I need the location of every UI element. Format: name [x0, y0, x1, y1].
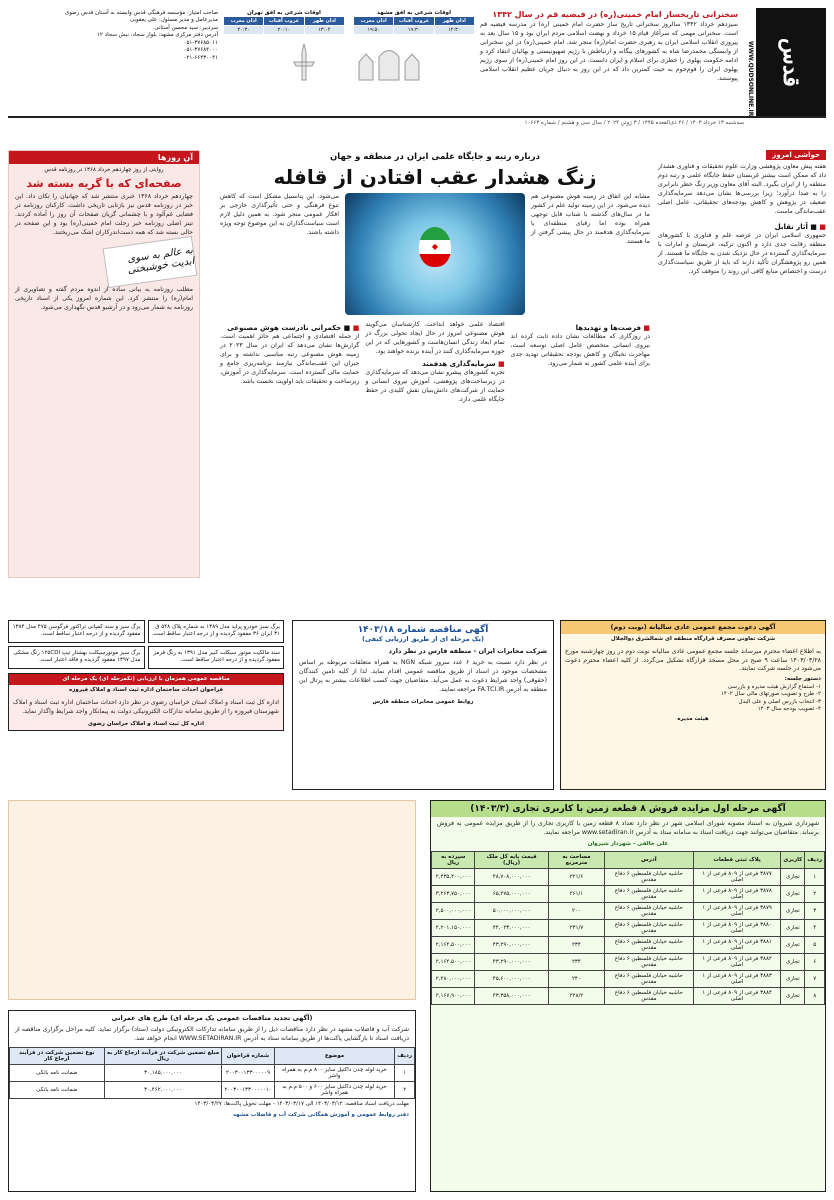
table-cell: ۳۸۷۸ فرعی از ۸۰۹ فرعی از ۱ اصلی	[693, 886, 781, 903]
column-header: نوع تضمین شرکت در فرآیند ارجاع کار	[10, 1048, 105, 1065]
table-cell: ۳۸۷۷ فرعی از ۸۰۹ فرعی از ۱ اصلی	[693, 869, 781, 886]
table-cell: ۷	[805, 971, 825, 988]
right-column	[658, 150, 826, 578]
column-header: مبلغ تضمین شرکت در فرآیند ارجاع کار به ریال	[104, 1048, 222, 1065]
table-header-row	[10, 1048, 415, 1065]
prayer-title-tehran: اوقات شرعی به افق تهران	[247, 10, 321, 16]
ad-org: شرکت مخابرات ایران - منطقه فارس در نظر دارد	[388, 647, 547, 656]
prayer-header: اذان مغرب	[224, 17, 263, 25]
table-cell: ۳۰,۴۶۲,۰۰۰,۰۰۰	[104, 1082, 222, 1099]
table-cell: ۲	[805, 886, 825, 903]
notice-item: برگ سبز و سند کمپانی تراکتور فرگوسن ۴۷۵ مدل ۱۳۸۴ مفقود گردیده و از درجه اعتبار ساقط است.	[8, 620, 145, 643]
table-cell: حاشیه خیابان فلسطین ۶ دفاع مقدس	[605, 869, 694, 886]
editorial-box	[480, 10, 738, 84]
ad-title: آگهی مناقصه شماره ۱۴۰۳/۱۸	[357, 625, 489, 635]
agenda-item: ۲- طرح و تصویب صورتهای مالی سال ۱۴۰۲	[720, 691, 821, 698]
table-cell: ۲	[395, 1082, 415, 1099]
table-cell: حاشیه خیابان فلسطین ۶ دفاع مقدس	[605, 937, 694, 954]
handwritten-signature: به عالم به سوی ابدیت خوشبختی	[103, 236, 198, 288]
masthead	[8, 8, 826, 118]
table-cell: ۱	[805, 869, 825, 886]
address: آدرس دفتر مرکزی مشهد: بلوار سجاد، نبش سجاد ۱۲	[96, 32, 218, 39]
ad-cooperative	[560, 620, 826, 790]
table-cell: ۳۸۸۴ فرعی از ۸۰۹ فرعی از ۱ اصلی	[693, 988, 781, 1005]
table-cell: حاشیه خیابان فلسطین ۶ دفاع مقدس	[605, 988, 694, 1005]
table-cell: خرید لوله چدن داکتیل سایز ۶۰۰ و ۵۰۰ م.م به همراه واشر	[274, 1082, 395, 1099]
prayer-table-tehran	[224, 17, 344, 34]
tower-icon	[274, 42, 334, 82]
ad-text: به اطلاع اعضاء محترم میرساند جلسه مجمع عمومی عادی سالیانه نوبت دوم در روز چهارشنبه مورخ ۱۴۰۳/۰۳/۲۸ ساعت ۹ صبح در محل مسجد قرارگاه تشکیل می‌گردد. از کلیه اعضاء محترم دعوت می‌شود در جلسه شرکت نمایند.	[565, 647, 821, 673]
table-cell: تجاری	[781, 886, 805, 903]
table-cell: ۶۵,۲۷۵,۰۰۰,۰۰۰	[475, 886, 548, 903]
ad-khorasan	[8, 673, 284, 731]
table-row	[432, 869, 825, 886]
column-header: قیمت پایه کل ملک (ریال)	[475, 852, 548, 869]
table-cell: ۱	[395, 1065, 415, 1082]
auction-table	[431, 851, 825, 1005]
table-row	[432, 886, 825, 903]
table-cell: ۲۰۰۳۰۰۱۳۳۰۰۰۰۰۹	[222, 1065, 274, 1082]
table-cell: تجاری	[781, 937, 805, 954]
table-cell: ۲۳۴	[548, 954, 604, 971]
table-cell: ۳	[805, 903, 825, 920]
right-subhead: ■ ■ آثار تقابل	[658, 223, 826, 231]
article-body: اقتصاد علمی خواهد انداخت. کارشناسان می‌گویند هوش مصنوعی امروز در حال ایجاد تحولی بزرگ در تمام ابعاد زندگی انسان‌هاست و کشورهایی که در این حوزه سرمایه‌گذاری کنند در آینده برنده خواهند بود.	[365, 321, 505, 355]
table-cell: حاشیه خیابان فلسطین ۶ دفاع مقدس	[605, 971, 694, 988]
table-cell: تجاری	[781, 920, 805, 937]
ad-sign: روابط عمومی مخابرات منطقه فارس	[372, 699, 474, 706]
table-cell: ۴۴,۰۲۳,۰۰۰,۰۰۰	[475, 920, 548, 937]
table-cell: ۵۰,۰۰۰,۰۰۰,۰۰۰	[475, 903, 548, 920]
article-body: تجربه کشورهای پیشرو نشان می‌دهد که سرمایه‌گذاری در زیرساخت‌های پژوهشی، آموزش نیروی انسانی و حمایت از شرکت‌های دانش‌بنیان نقش کلیدی در حفظ جایگاه علمی دارد.	[365, 368, 505, 403]
ad-title: مناقصه عمومی همزمان با ارزیابی (تکمرحله ای) یک مرحله ای	[9, 674, 283, 685]
table-cell: ۲,۱۶۴,۵۰۰,۰۰۰	[432, 937, 475, 954]
notice-item: سند مالکیت موتور سیکلت کبیر مدل ۱۳۹۱ به رنگ قرمز مفقود گردیده و از درجه اعتبار ساقط است.	[148, 646, 285, 669]
table-row	[432, 920, 825, 937]
column-header: شماره فراخوان	[222, 1048, 274, 1065]
table-cell: حاشیه خیابان فلسطین ۶ دفاع مقدس	[605, 886, 694, 903]
table-cell: تجاری	[781, 971, 805, 988]
table-cell: ۶	[805, 954, 825, 971]
ad-small-notices	[8, 620, 284, 790]
agenda-item: ۴- تصویب بودجه سال ۱۴۰۳	[757, 706, 821, 713]
ai-head-image	[345, 193, 525, 315]
article-intro-right: مشابه این اتفاق در زمینه هوش مصنوعی هم دیده می‌شود. در این زمینه تولید علم در کشور ما در سال‌های گذشته با شتاب قابل توجهی همراه بوده اما رقبای منطقه‌ای با سرمایه‌گذاری هدفمند در حال پیشی گرفتن از ما هستند.	[531, 193, 650, 245]
prayer-title-mashhad: اوقات شرعی به افق مشهد	[377, 10, 451, 16]
agenda-title: دستور جلسه:	[784, 676, 821, 683]
column-header: مساحت به مترمربع	[548, 852, 604, 869]
shrine-icon	[354, 42, 424, 82]
table-row	[432, 903, 825, 920]
table-cell: ۴۸,۷۰۸,۰۰۰,۰۰۰	[475, 869, 548, 886]
section-banner: آن روزها	[9, 151, 199, 164]
notice-item: برگ سبز موتورسیکلت بهشتاز تیپ ۱۲۵CDI رنگ مشکی مدل ۱۳۹۷ مفقود گردیده و فاقد اعتبار است.	[8, 646, 145, 669]
table-cell: ضمانت نامه بانکی	[10, 1065, 105, 1082]
prayer-time: ۲۰:۳۰	[224, 26, 263, 34]
editorial-title: سخنرانی تاریخساز امام خمینی(ره) در فیضیه قم در سال ۱۳۴۲	[492, 10, 738, 19]
left-text-2: مطلب روزنامه به بیانی ساده از اندوه مردم گفته و تصاویری از امام(ره) را منتشر کرد. این شماره امروز یکی از اسناد تاریخی روزنامه به شمار می‌رود و در آرشیو قدس نگهداری می‌شود.	[15, 286, 193, 312]
phone: ۰۲۱-۶۶۴۳۰۰۴۱	[183, 54, 218, 61]
ad-auction	[430, 800, 826, 1192]
left-text: چهاردهم خرداد ۱۳۶۸ خبری منتشر شد که جهانیان را تکان داد. این خبر در روزنامه قدس نیز بازتابی تاریخی داشت. کارکنان روزنامه در فضایی غم‌آلود و با چشمانی گریان صفحات آن روز را آماده کردند. تیتر اصلی روزنامه خبر رحلت امام خمینی(ره) بود و این صفحه در حالی بسته شد که همه دست‌اندرکاران اشک می‌ریختند.	[15, 193, 193, 237]
column-header: ردیف	[395, 1048, 415, 1065]
table-cell: ۲,۲۸۰,۰۰۰,۰۰۰	[432, 971, 475, 988]
phone: ۰۵۱-۳۷۶۸۵۰۱۱	[183, 39, 218, 46]
column-header: پلاک ثبتی قطعات	[693, 852, 781, 869]
table-cell: حاشیه خیابان فلسطین ۶ دفاع مقدس	[605, 903, 694, 920]
table-cell: ۳۸۸۳ فرعی از ۸۰۹ فرعی از ۱ اصلی	[693, 971, 781, 988]
table-cell: ۲,۱۶۷,۹۰۰,۰۰۰	[432, 988, 475, 1005]
water-table	[9, 1047, 415, 1099]
ad-subtitle: (یک مرحله ای از طریق ارزیابی کیفی)	[362, 635, 484, 643]
table-row	[432, 988, 825, 1005]
table-cell: ۳۸۷۹ فرعی از ۸۰۹ فرعی از ۱ اصلی	[693, 903, 781, 920]
table-cell: ۲۰۰۳۰۰۱۳۳۰۰۰۰۰۱۰	[222, 1082, 274, 1099]
prayer-times	[224, 10, 474, 114]
table-cell: تجاری	[781, 869, 805, 886]
table-cell: ۲۰۰	[548, 903, 604, 920]
article-intro-left: می‌شود. این پتانسیل مشکل است که کاهش تنوع فرهنگی و حتی تأثیرگذاری خارجی بر افکار عمومی منجر شود. به همین دلیل لازم است سیاست‌گذاران به این موضوع توجه ویژه داشته باشند.	[220, 193, 339, 236]
table-row	[432, 954, 825, 971]
editor: سردبیر: سید محسن آستانی	[154, 24, 218, 31]
table-row	[10, 1065, 415, 1082]
right-column-text: هفته پیش معاون پژوهشی وزارت علوم تحقیقات و فناوری هشدار داد که ممکن است بیشتر غربستان حفظ جایگاه علمی و رتبه دوم منطقه را از ایران بگیرد. البته آقای معاون وزیر زنگ خطر نابرابری را به صدا درآورد؛ زیرا بررسی‌ها نشان می‌دهد سرمایه‌گذاری ضعیف در پژوهش و کاهش بودجه‌های تحقیقاتی، عامل اصلی عقب‌ماندگی ماست.	[658, 163, 826, 215]
table-cell: ۸	[805, 988, 825, 1005]
table-cell: تجاری	[781, 903, 805, 920]
column-header: ردیف	[805, 852, 825, 869]
article-kicker: درباره رتبه و جایگاه علمی ایران در منطقه و جهان	[330, 152, 540, 162]
ad-title: آگهی دعوت مجمع عمومی عادی سالیانه (نوبت دوم)	[561, 621, 825, 634]
prayer-header: غروب آفتاب	[394, 17, 433, 25]
main-article	[220, 150, 650, 578]
ad-sign: هیئت مدیره	[677, 715, 709, 722]
notice-item: برگ سبز خودرو پراید مدل ۱۳۸۹ به شماره پلاک ۵۴۸ ق ۳۱ ایران ۳۶ مفقود گردیده و از درجه اعتبار ساقط است.	[148, 620, 285, 643]
prayer-time: ۱۳:۰۴	[305, 26, 344, 34]
table-cell: خرید لوله چدن داکتیل سایز ۸۰۰ م.م به همراه واشر	[274, 1065, 395, 1082]
table-cell: تجاری	[781, 988, 805, 1005]
ad-title: (آگهی تجدید مناقصات عمومی یک مرحله ای) طرح های عمرانی	[111, 1014, 313, 1022]
table-cell: ۲۶۱/۱	[548, 886, 604, 903]
agenda-item: ۳- انتخاب بازرس اصلی و علی البدل	[738, 698, 821, 705]
ad-text: اداره کل ثبت اسناد و املاک استان خراسان رضوی در نظر دارد احداث ساختمان اداره ثبت اسناد و املاک شهرستان فیروزه را از طریق سامانه تدارکات الکترونیکی دولت به پیمانکار واجد شرایط واگذار نماید.	[13, 698, 279, 715]
table-cell: ۲,۴۳۵,۴۰۰,۰۰۰	[432, 869, 475, 886]
table-row	[432, 971, 825, 988]
section-heading: ■ فرصت‌ها و تهدیدها	[511, 324, 650, 332]
section-label: حواشی امروز	[766, 150, 826, 160]
manager: مدیرعامل و مدیر مسئول: علی یعقوبی	[129, 17, 218, 24]
ad-sign: دفتر روابط عمومی و آموزش همگانی شرکت آب و فاضلاب مشهد	[232, 1112, 409, 1119]
prayer-time: ۲۰:۱۰	[264, 26, 303, 34]
ad-title: آگهی مرحله اول مزایده فروش ۸ قطعه زمین با کاربری تجاری (۱۴۰۳/۳)	[431, 801, 825, 817]
agenda-item: ۱- استماع گزارش هیئت مدیره و بازرسی	[727, 683, 821, 690]
table-cell: ۲۲۱/۶	[548, 869, 604, 886]
section-heading: ■ سرمایه‌گذاری هدفمند	[365, 360, 504, 368]
ad-text: شرکت آب و فاضلاب مشهد در نظر دارد مناقصات ذیل را از طریق سامانه تدارکات الکترونیکی دولت (ستاد) برگزار نماید. کلیه مراحل برگزاری مناقصه از دریافت اسناد تا بازگشایی پاکت‌ها از طریق سامانه ستاد به آدرس WWW.SETADIRAN.IR انجام خواهد شد.	[15, 1026, 409, 1043]
left-headline[interactable]: صفحه‌ای که با گریه بسته شد	[26, 177, 182, 191]
table-row	[10, 1082, 415, 1099]
table-cell: ضمانت نامه بانکی	[10, 1082, 105, 1099]
table-cell: ۲,۵۰۰,۰۰۰,۰۰۰	[432, 903, 475, 920]
publisher: صاحب امتیاز: مؤسسه فرهنگی قدس وابسته به آستان قدس رضوی	[64, 10, 218, 16]
table-cell: ۲۴۰	[548, 971, 604, 988]
prayer-table-mashhad	[354, 17, 474, 34]
table-cell: ۴۳,۳۵۸,۰۰۰,۰۰۰	[475, 988, 548, 1005]
ad-text: در نظر دارد نسبت به خرید ۶ عدد سرور شبکه NGN به همراه متعلقات مربوطه بر اساس مشخصات موجود در اسناد از طریق مناقصه عمومی اقدام نماید. لذا از کلیه تامین کنندگان (حقوقی) واجد شرایط دعوت به عمل می‌آید. متقاضیان جهت کسب اطلاعات بیشتر به پرتال این منطقه به آدرس FA.TCI.IR مراجعه نمایند.	[299, 659, 547, 694]
table-row	[432, 937, 825, 954]
table-cell: ۲,۱۶۴,۵۰۰,۰۰۰	[432, 954, 475, 971]
column-header: سپرده به ریال	[432, 852, 475, 869]
prayer-header: اذان ظهر	[305, 17, 344, 25]
prayer-time: ۱۲:۳۰	[435, 26, 474, 34]
article-headline[interactable]: زنگ هشدار عقب افتادن از قافله	[273, 165, 597, 189]
prayer-time: ۱۹:۵۰	[354, 26, 393, 34]
ad-water	[8, 1010, 416, 1192]
section-heading: ■ ■ حکمرانی نادرست هوش مصنوعی	[220, 324, 359, 332]
date-line: سه‌شنبه ۱۳ خرداد ۱۴۰۳ / ۲۶ ذی‌القعده ۱۴۴۵ / ۳ ژوئن ۲۰۲۴ / سال سی و هشتم / شماره ۱۰۶۶۳	[524, 120, 744, 126]
table-cell: ۳۸۸۰ فرعی از ۸۰۹ فرعی از ۱ اصلی	[693, 920, 781, 937]
table-cell: ۳۸۸۱ فرعی از ۸۰۹ فرعی از ۱ اصلی	[693, 937, 781, 954]
site-url[interactable]: WWW.QUDSONLINE.IR	[747, 40, 754, 116]
ad-deadlines: مهلت دریافت اسناد مناقصه: ۱۴۰۳/۰۳/۱۲ الی ۱۴۰۳/۰۳/۱۷ - مهلت تحویل پاکت‌ها: ۱۴۰۳/۰۳/۲۷	[194, 1101, 409, 1108]
prayer-header: غروب آفتاب	[264, 17, 303, 25]
logo-text: قدس	[778, 37, 804, 87]
ad-subtitle: شرکت تعاونی مصرف قرارگاه منطقه ای شمالشرق ذوالجلال	[610, 636, 776, 643]
newspaper-logo[interactable]	[756, 8, 826, 116]
iran-flag-icon: ◆	[419, 227, 451, 267]
table-cell: ۳۰,۱۸۵,۰۰۰,۰۰۰	[104, 1065, 222, 1082]
table-cell: تجاری	[781, 954, 805, 971]
table-cell: ۲۲۸/۲	[548, 988, 604, 1005]
publisher-info	[8, 10, 218, 114]
left-subtitle: روایتی از روز چهاردهم خرداد ۱۳۶۸ در روزنامه قدس	[44, 167, 164, 173]
prayer-time: ۱۹:۳۰	[394, 26, 433, 34]
table-cell: ۴۳,۲۹۰,۰۰۰,۰۰۰	[475, 937, 548, 954]
table-cell: ۲۳۴	[548, 937, 604, 954]
ad-tender-fars	[292, 620, 554, 790]
prayer-header: اذان مغرب	[354, 17, 393, 25]
column-header: آدرس	[605, 852, 694, 869]
ad-sign: اداره کل ثبت اسناد و املاک خراسان رضوی	[87, 720, 204, 727]
prayer-header: اذان ظهر	[435, 17, 474, 25]
column-header: موضوع	[274, 1048, 395, 1065]
editorial-text: سیزدهم خرداد ۱۳۴۲ سالروز سخنرانی تاریخ ساز حضرت امام خمینی (ره) در مدرسه فیضیه قم است. سخنرانی مهمی که سرآغاز قیام ۱۵ خرداد و نهضت اسلامی مردم ایران بود و ۱۵ سال بعد به پیروزی انقلاب اسلامی ایران به رهبری حضرت امام(ره) منجر شد. امام خمینی(ره) در این سخنرانی از وابستگی محمدرضا شاه به کشورهای بیگانه و ارتباطش با رژیم صهیونیستی و بهائیان انتقاد کرد و ادامه حکومت پهلوی را خطری برای اسلام و ایران دانست. در این روز امام خمینی(ره) از سوی رژیم پهلوی ایران را فوم‌جوم به حیث کمترین داد که در این روز به دنبال جریان عظیم انقلاب اسلامی پیوستند.	[480, 21, 738, 82]
ad-footer: علی خالقی - شهردار شیروان	[587, 840, 669, 847]
left-column	[8, 150, 200, 578]
ad-filler	[8, 800, 416, 1000]
table-cell: حاشیه خیابان فلسطین ۶ دفاع مقدس	[605, 954, 694, 971]
city-skyline-icons	[224, 42, 474, 82]
table-cell: حاشیه خیابان فلسطین ۶ دفاع مقدس	[605, 920, 694, 937]
ad-subtitle: فراخوان احداث ساختمان اداره ثبت اسناد و املاک فیروزه	[69, 687, 223, 694]
table-cell: ۳,۲۶۳,۷۵۰,۰۰۰	[432, 886, 475, 903]
table-cell: ۴	[805, 920, 825, 937]
table-cell: ۲,۲۰۱,۱۵۰,۰۰۰	[432, 920, 475, 937]
table-cell: ۲۳۱/۷	[548, 920, 604, 937]
table-cell: ۳۸۸۲ فرعی از ۸۰۹ فرعی از ۱ اصلی	[693, 954, 781, 971]
article-body: در روزگاری که مطالعات نشان داده ثابت کرده اند نیروی انسانی متخصص عامل اصلی توسعه است، مهاجرت نخبگان و کاهش بودجه تحقیقاتی تهدید جدی برای آینده علمی کشور به شمار می‌رود.	[510, 333, 650, 367]
table-header-row	[432, 852, 825, 869]
right-column-text-2: جمهوری اسلامی ایران در عرصه علم و فناوری با کشورهای منطقه رقابت جدی دارد و اکنون ترکیه، عربستان و امارات با سرمایه‌گذاری گسترده در حال نزدیک شدن به جایگاه ما هستند. از همین رو پژوهشگران تأکید دارند که باید از طریق سیاست‌گذاری درست و اختصاص منابع کافی این روند را متوقف کرد.	[658, 231, 826, 275]
column-header: کاربری	[781, 852, 805, 869]
table-cell: ۴۳,۲۹۰,۰۰۰,۰۰۰	[475, 954, 548, 971]
ad-text: شهرداری شیروان به استناد مصوبه شورای اسلامی شهر در نظر دارد تعداد ۸ قطعه زمین با کاربری تجاری را از طریق مزایده عمومی به فروش برساند. متقاضیان می‌توانند جهت دریافت اسناد به سامانه ستاد به آدرس www.setadiran.ir مراجعه نمایند.	[437, 820, 819, 836]
table-cell: ۵	[805, 937, 825, 954]
phone: ۰۵۱-۳۷۶۸۴۰۰۰	[183, 47, 218, 54]
article-body: از جمله اقتصادی و اجتماعی هم حائز اهمیت است. گزارش‌ها نشان می‌دهد که ایران در سال ۲۰۲۳ در زمینه هوش مصنوعی رتبه مناسبی نداشته و برای جبران این عقب‌ماندگی نیازمند برنامه‌ریزی جامع و حمایت مالی گسترده است. سرمایه‌گذاری در آموزش، زیرساخت و تحقیقات باید اولویت نخست باشد.	[220, 333, 360, 385]
table-cell: ۴۵,۶۰۰,۰۰۰,۰۰۰	[475, 971, 548, 988]
